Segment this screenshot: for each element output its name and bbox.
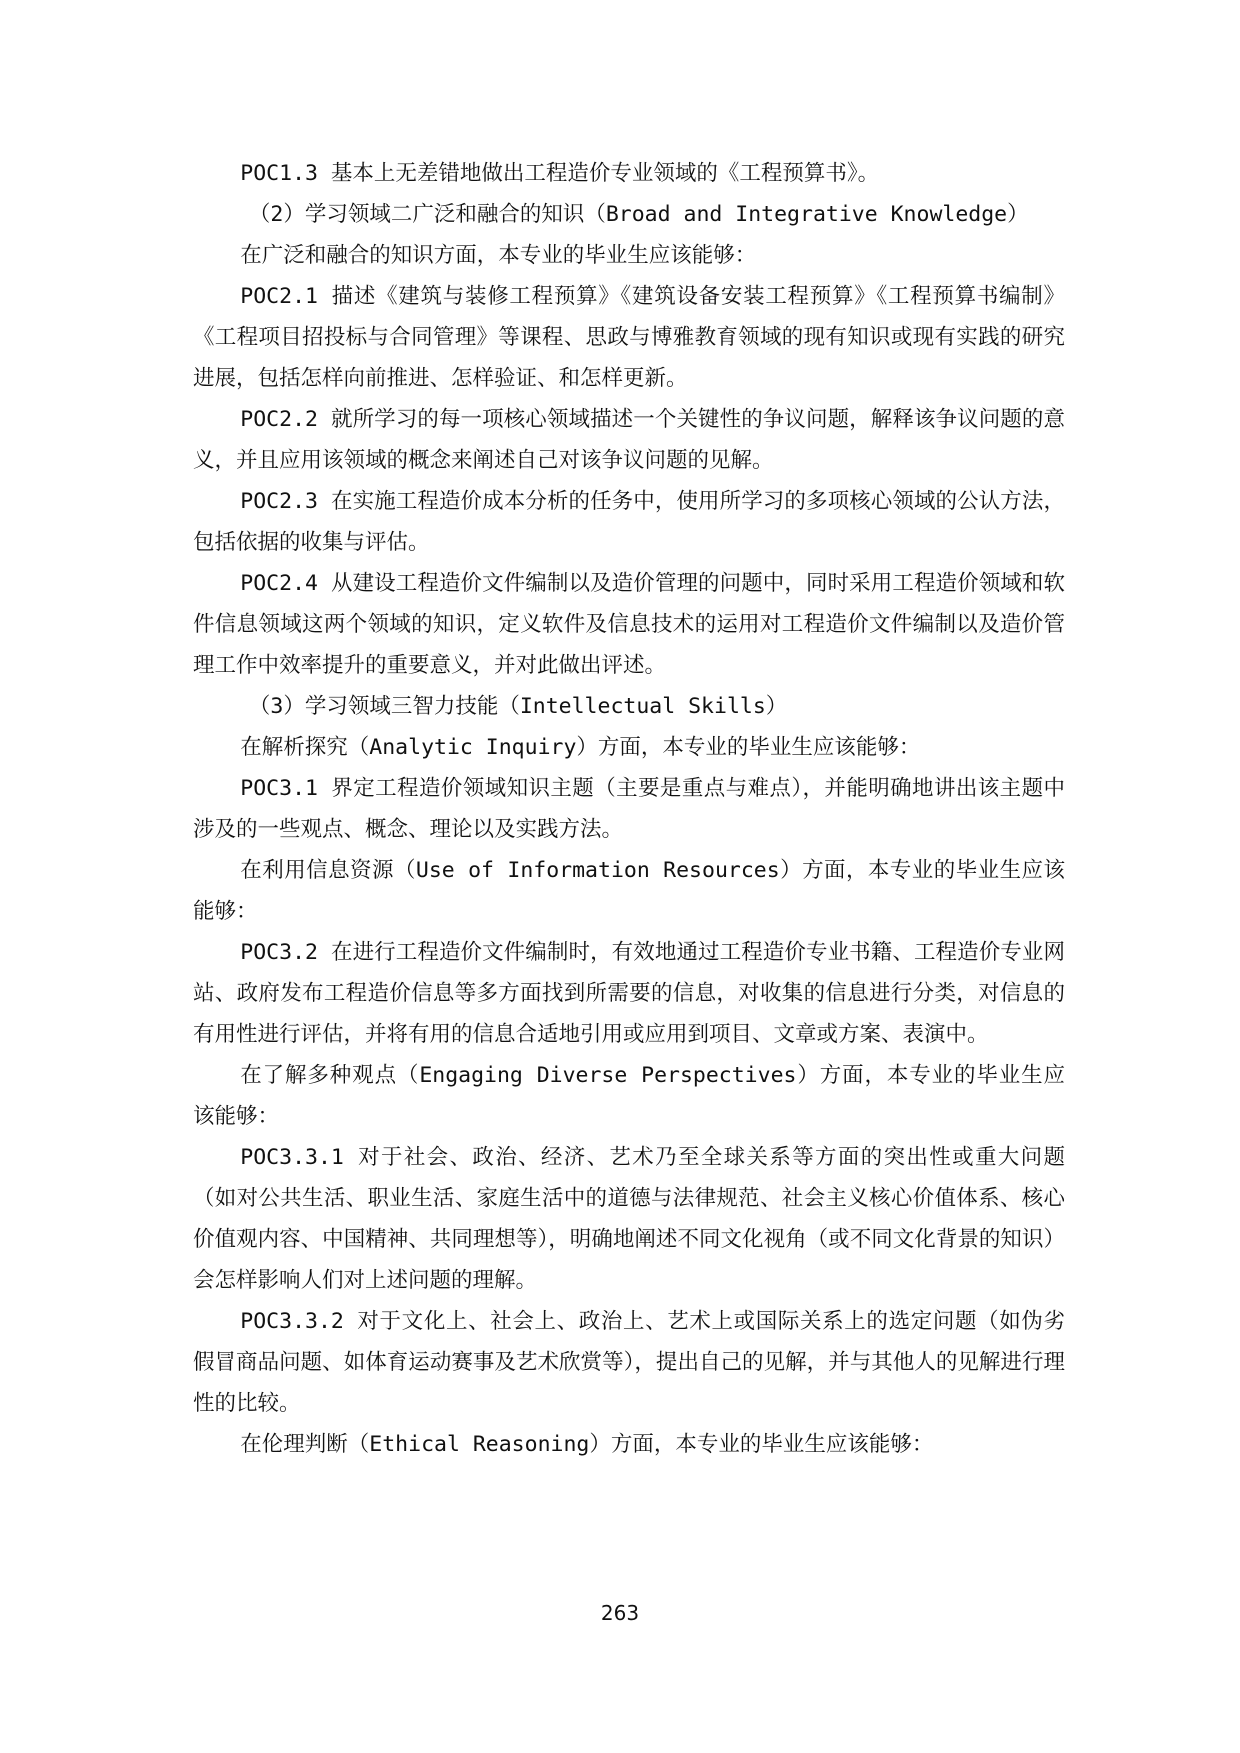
document-body: [193, 153, 1065, 1465]
paragraph-poc3-3-2: POC3.3.2 对于文化上、社会上、政治上、艺术上或国际关系上的选定问题（如伪劣假冒商品问题、如体育运动赛事及艺术欣赏等），提出自己的见解，并与其他人的见解进行理性的比较。: [193, 1309, 1065, 1416]
page-number: 263: [600, 1601, 640, 1625]
paragraph-poc2-3: POC2.3 在实施工程造价成本分析的任务中，使用所学习的多项核心领域的公认方法，包括依据的收集与评估。: [193, 489, 1065, 555]
paragraph-poc3-3-1: POC3.3.1 对于社会、政治、经济、艺术乃至全球关系等方面的突出性或重大问题（如对公共生活、职业生活、家庭生活中的道德与法律规范、社会主义核心价值体系、核心价值观内容、中国精神、共同理想等），明确地阐述不同文化视角（或不同文化背景的知识）会怎样影响人们对上述问题的理解。: [193, 1145, 1065, 1293]
paragraph-poc2-2: POC2.2 就所学习的每一项核心领域描述一个关键性的争议问题，解释该争议问题的意义，并且应用该领域的概念来阐述自己对该争议问题的见解。: [193, 407, 1065, 473]
paragraph-poc2-4: POC2.4 从建设工程造价文件编制以及造价管理的问题中，同时采用工程造价领域和软件信息领域这两个领域的知识，定义软件及信息技术的运用对工程造价文件编制以及造价管理工作中效率提升的重要意义，并对此做出评述。: [193, 571, 1065, 678]
paragraph-poc1-3: POC1.3 基本上无差错地做出工程造价专业领域的《工程预算书》。: [240, 161, 880, 186]
paragraph-poc3-1: POC3.1 界定工程造价领域知识主题（主要是重点与难点），并能明确地讲出该主题中涉及的一些观点、概念、理论以及实践方法。: [193, 776, 1065, 842]
paragraph-poc2-1: POC2.1 描述《建筑与装修工程预算》《建筑设备安装工程预算》《工程预算书编制》《工程项目招投标与合同管理》等课程、思政与博雅教育领域的现有知识或现有实践的研究进展，包括怎样向前推进、怎样验证、和怎样更新。: [193, 284, 1065, 391]
paragraph-poc3-2: POC3.2 在进行工程造价文件编制时，有效地通过工程造价专业书籍、工程造价专业网站、政府发布工程造价信息等多方面找到所需要的信息，对收集的信息进行分类，对信息的有用性进行评估，并将有用的信息合适地引用或应用到项目、文章或方案、表演中。: [193, 940, 1065, 1047]
paragraph-ethical-reasoning-intro: 在伦理判断（Ethical Reasoning）方面，本专业的毕业生应该能够：: [240, 1432, 934, 1457]
paragraph-information-resources-intro: 在利用信息资源（Use of Information Resources）方面，本专业的毕业生应该能够：: [193, 858, 1065, 924]
section-heading-broad-integrative-knowledge: （2）学习领域二广泛和融合的知识（Broad and Integrative Knowledge）: [248, 202, 1029, 227]
paragraph-broad-knowledge-intro: 在广泛和融合的知识方面，本专业的毕业生应该能够：: [240, 243, 757, 268]
paragraph-diverse-perspectives-intro: 在了解多种观点（Engaging Diverse Perspectives）方面，本专业的毕业生应该能够：: [193, 1063, 1065, 1129]
paragraph-analytic-inquiry-intro: 在解析探究（Analytic Inquiry）方面，本专业的毕业生应该能够：: [240, 735, 921, 760]
section-heading-intellectual-skills: （3）学习领域三智力技能（Intellectual Skills）: [248, 694, 788, 719]
